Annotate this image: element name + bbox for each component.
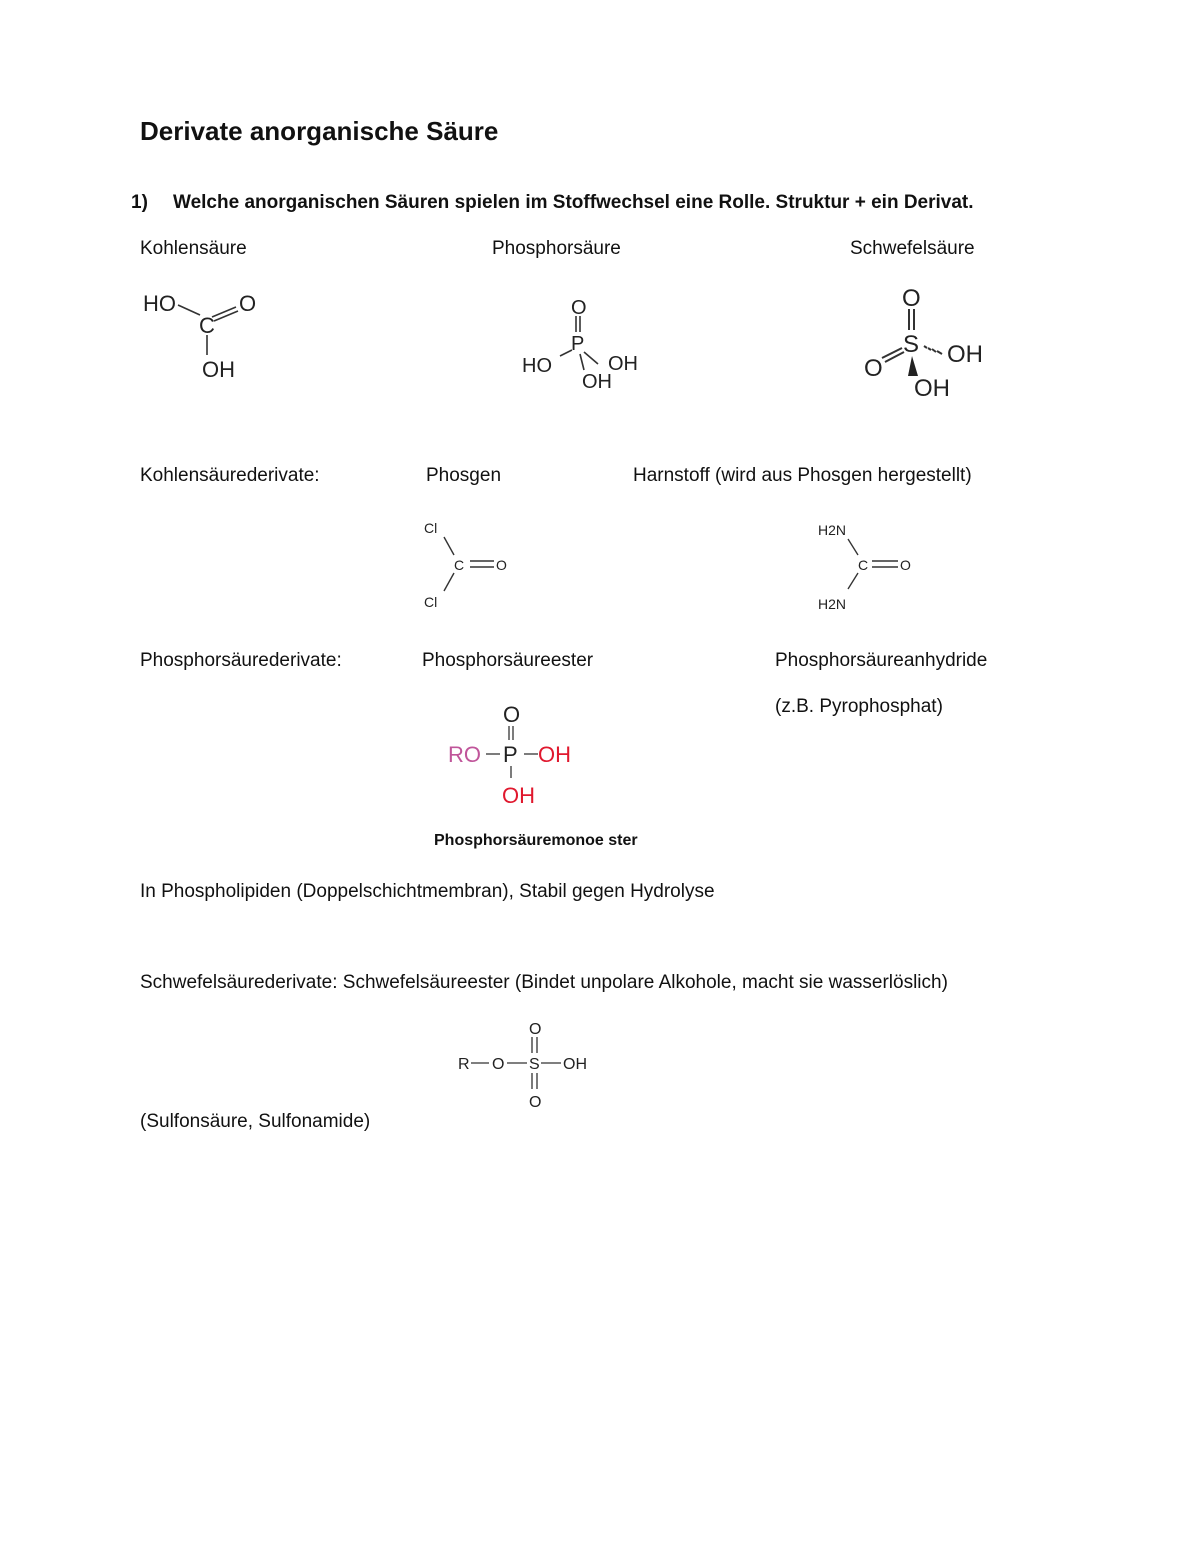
schwefelsaeurederivate-line: Schwefelsäurederivate: Schwefelsäureester (Bindet unpolare Alkohole, macht sie wasserlöslich): [140, 972, 948, 993]
sulfuric-acid-structure: [862, 282, 1002, 407]
sulfate-ester-s: S: [529, 1056, 540, 1073]
question-text: Welche anorganischen Säuren spielen im Stoffwechsel eine Rolle. Struktur + ein Derivat.: [173, 192, 974, 213]
carbonic-oh: OH: [202, 357, 235, 382]
label-phosphorsaeureester: Phosphorsäureester: [422, 650, 594, 671]
carbonic-acid-structure: [140, 285, 280, 385]
phosphate-ester-structure: [440, 700, 590, 810]
sulfuric-s: S: [903, 331, 920, 358]
document-title: Derivate anorganische Säure: [140, 116, 499, 146]
label-phosphorsaeure: Phosphorsäure: [492, 238, 621, 259]
label-schwefelsaeure: Schwefelsäure: [850, 238, 975, 259]
urea-structure: [816, 515, 926, 615]
sulfate-ester-o: O: [492, 1056, 505, 1073]
phosphate-ester-oh-right: OH: [538, 742, 571, 767]
caption-monoester: Phosphorsäuremonoe ster: [434, 832, 638, 849]
label-kohlensaeure: Kohlensäure: [140, 238, 247, 259]
question-number: 1): [131, 192, 148, 213]
urea-nh2-top: H2N: [818, 522, 847, 538]
heading-phosphorsaeurederivate: Phosphorsäurederivate:: [140, 650, 342, 671]
phosphate-ester-o: O: [503, 702, 521, 727]
phosgene-structure: [420, 515, 520, 615]
sulfate-ester-structure: [455, 1015, 605, 1115]
phosgene-cl-top: Cl: [424, 520, 438, 536]
phosphate-ester-p: P: [503, 742, 518, 767]
carbonic-o: O: [239, 291, 257, 316]
label-phosphorsaeureanhydride: Phosphorsäureanhydride: [775, 650, 988, 671]
sulfuric-o-left: O: [864, 355, 883, 382]
sulfate-ester-oh: OH: [563, 1056, 587, 1073]
sulfate-ester-o-bottom: O: [529, 1094, 542, 1111]
phosphoric-acid-structure: [518, 292, 648, 392]
phosgene-c: C: [454, 557, 465, 573]
label-pyrophosphat: (z.B. Pyrophosphat): [775, 696, 943, 717]
heading-kohlensaeurederivate: Kohlensäurederivate:: [140, 465, 320, 486]
phosphate-ester-ro: RO: [448, 742, 481, 767]
phosgene-cl-bottom: Cl: [424, 594, 438, 610]
sulfuric-oh-bottom: OH: [914, 375, 950, 402]
carbonic-ho: HO: [143, 291, 176, 316]
phosphoric-oh-bottom: OH: [582, 371, 612, 393]
sulfate-ester-r: R: [458, 1056, 470, 1073]
phosphoric-oh-right: OH: [608, 353, 638, 375]
phospholipid-note: In Phospholipiden (Doppelschichtmembran), Stabil gegen Hydrolyse: [140, 881, 715, 902]
phosgene-o: O: [496, 557, 507, 573]
urea-o: O: [900, 557, 911, 573]
sulfonsaeure-note: (Sulfonsäure, Sulfonamide): [140, 1111, 371, 1132]
sulfuric-o-top: O: [902, 285, 921, 312]
phosphate-ester-oh-bottom: OH: [502, 783, 535, 808]
phosphoric-p: P: [571, 333, 585, 355]
phosphoric-o: O: [571, 297, 587, 319]
label-harnstoff: Harnstoff (wird aus Phosgen hergestellt): [633, 465, 972, 486]
urea-nh2-bottom: H2N: [818, 596, 847, 612]
carbonic-c: C: [199, 313, 215, 338]
sulfate-ester-o-top: O: [529, 1021, 542, 1038]
urea-c: C: [858, 557, 869, 573]
label-phosgen: Phosgen: [426, 465, 502, 486]
phosphoric-ho: HO: [522, 355, 552, 377]
sulfuric-oh-right: OH: [947, 341, 983, 368]
